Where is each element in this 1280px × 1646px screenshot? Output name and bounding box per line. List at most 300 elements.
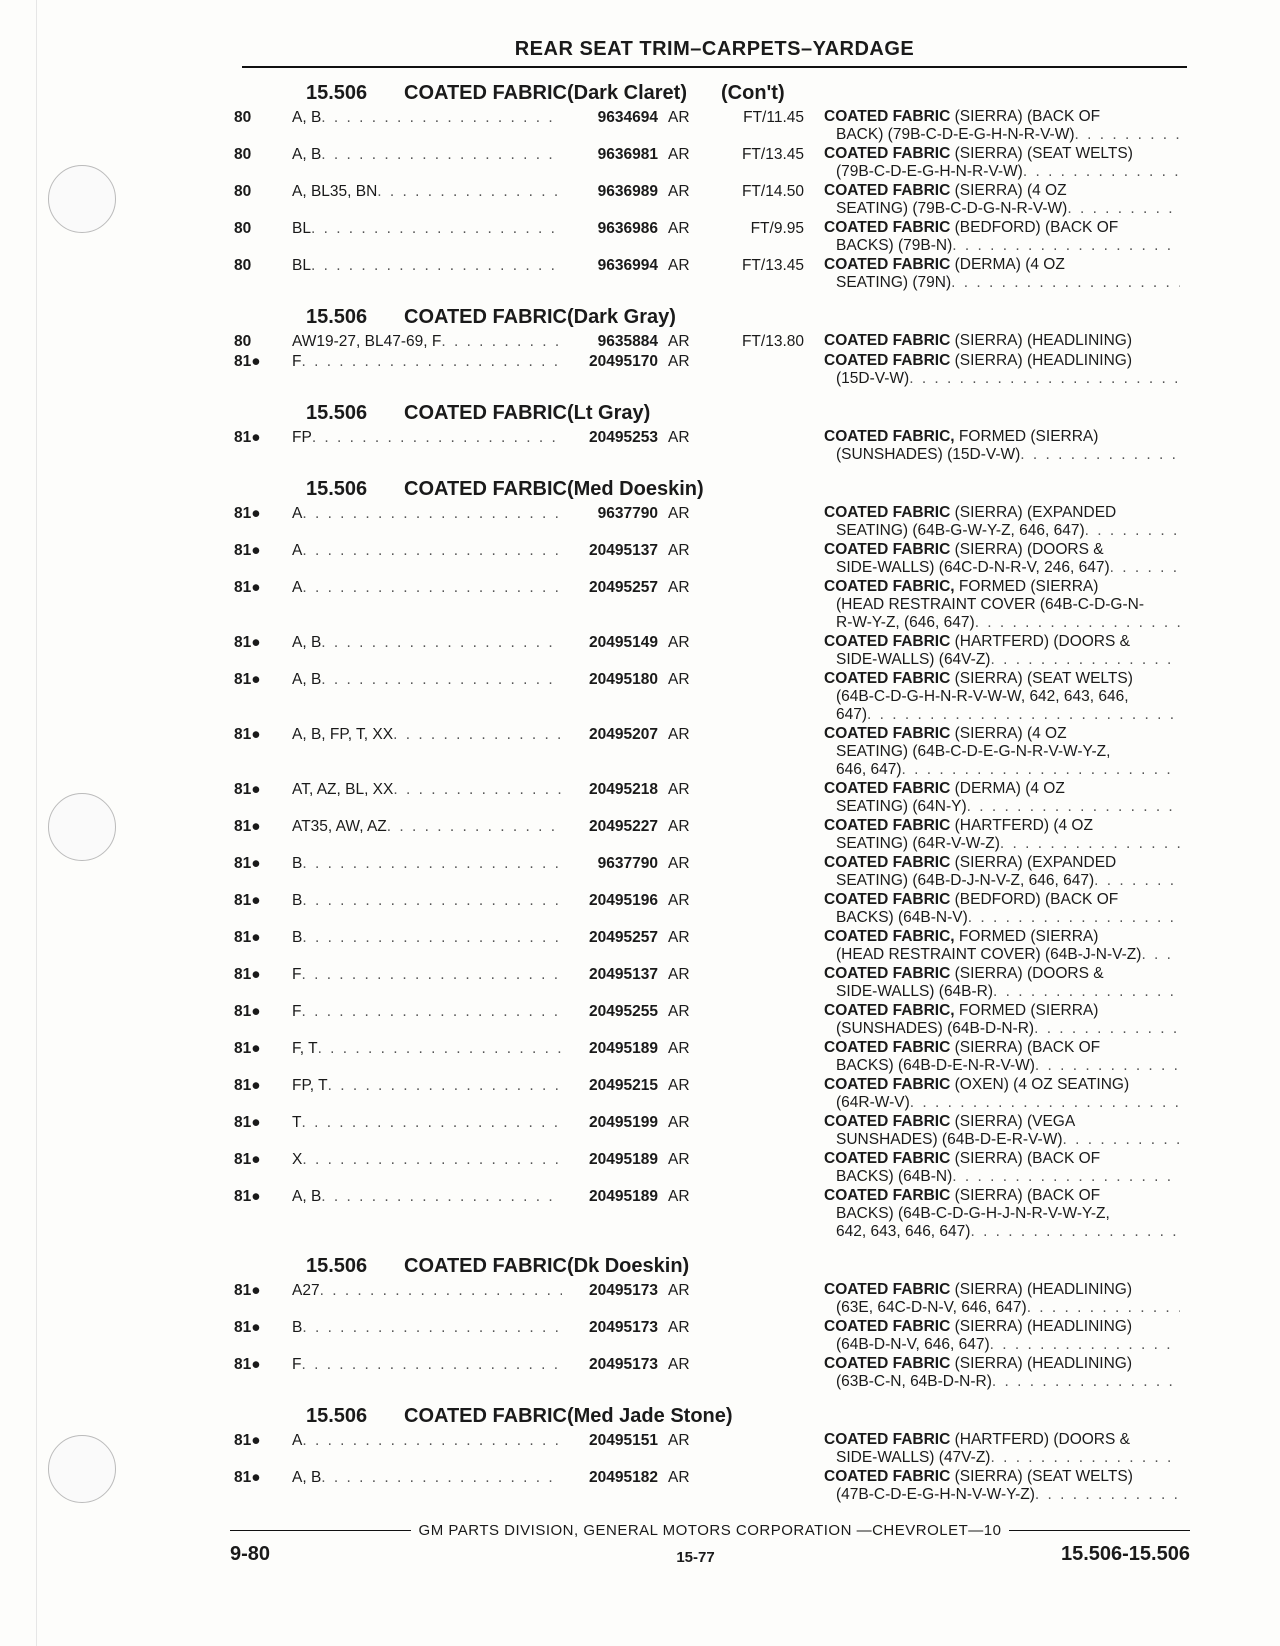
part-description: [824, 928, 1180, 964]
parts-row: [234, 332, 1192, 351]
parts-row: [234, 1355, 1192, 1391]
leader-dots: [952, 1168, 1180, 1186]
part-number: 20495170: [589, 353, 658, 370]
description-bold: COATED FABRIC: [824, 145, 951, 162]
description-bold: COATED FABRIC: [824, 332, 951, 349]
part-number: 20495149: [589, 634, 658, 651]
unit-price: [716, 352, 804, 353]
description-text: (SIERRA) (HEADLINING): [950, 352, 1133, 369]
description-line: [824, 651, 1180, 669]
description-line: [824, 872, 1180, 890]
model-year: 81●: [234, 929, 261, 946]
description-line: BACKS) (64B-C-D-G-H-J-N-R-V-W-Y-Z,: [836, 1205, 1110, 1222]
leader-dots: [387, 818, 562, 836]
description-text: BACKS) (64B-D-E-N-R-V-W): [836, 1057, 1035, 1074]
part-description: [824, 145, 1180, 181]
part-number: 20495255: [589, 1003, 658, 1020]
page-title: REAR SEAT TRIM–CARPETS–YARDAGE: [514, 38, 915, 60]
usage-code-value: A: [292, 505, 303, 522]
section-number: 15.506: [306, 478, 368, 500]
quantity: AR: [668, 333, 690, 350]
parts-row: [234, 891, 1192, 927]
description-bold: COATED FABRIC: [824, 670, 951, 687]
description-text: (47B-C-D-E-G-H-N-V-W-Y-Z): [836, 1486, 1035, 1503]
usage-code: [292, 670, 562, 689]
description-line: [824, 706, 1180, 724]
description-bold: COATED FABRIC: [824, 817, 951, 834]
leader-dots: [1034, 1020, 1180, 1038]
leader-dots: [1067, 200, 1180, 218]
unit-price: [716, 633, 804, 634]
usage-code: [292, 1039, 562, 1058]
part-description: [824, 1076, 1180, 1112]
leader-dots: [311, 257, 562, 275]
description-line: [824, 446, 1180, 464]
unit-price: [716, 1113, 804, 1114]
description-line: [824, 256, 1180, 274]
model-year: 81●: [234, 1188, 261, 1205]
description-bold: COATED FABRIC: [824, 1431, 951, 1448]
usage-code-value: FP, T: [292, 1077, 328, 1094]
description-text: (DERMA) (4 OZ: [950, 780, 1065, 797]
usage-code-value: A: [292, 579, 303, 596]
part-description: [824, 891, 1180, 927]
part-number: 20495151: [589, 1432, 658, 1449]
description-line: [824, 237, 1180, 255]
usage-code: [292, 725, 562, 744]
usage-code-value: A, B: [292, 1469, 322, 1486]
unit-price: [716, 725, 804, 726]
unit-price: FT/11.45: [743, 109, 804, 126]
part-description: [824, 1039, 1180, 1075]
usage-code-value: B: [292, 892, 303, 909]
usage-code-value: B: [292, 1319, 303, 1336]
model-year: 81●: [234, 1040, 261, 1057]
leader-dots: [301, 1356, 562, 1374]
usage-code-value: F: [292, 353, 302, 370]
margin-rule: [36, 0, 37, 1646]
model-year: 81●: [234, 1114, 261, 1131]
part-number: 20495189: [589, 1151, 658, 1168]
description-bold: COATED FABRIC: [824, 633, 951, 650]
unit-price: [716, 1150, 804, 1151]
leader-dots: [321, 146, 562, 164]
part-number: 20495199: [589, 1114, 658, 1131]
description-text: BACKS) (79B-N): [836, 237, 953, 254]
parts-listing: [234, 74, 1192, 1505]
description-text: (SIERRA) (EXPANDED: [950, 504, 1117, 521]
leader-dots: [902, 761, 1181, 779]
section-title-text: COATED FABRIC(Dk Doeskin): [404, 1255, 690, 1277]
leader-dots: [321, 109, 562, 127]
leader-dots: [302, 892, 562, 910]
model-year: 81●: [234, 966, 261, 983]
part-description: [824, 965, 1180, 1001]
description-bold: COATED FABRIC: [824, 1468, 951, 1485]
part-number: 9634694: [597, 109, 658, 126]
model-year: 81●: [234, 1319, 261, 1336]
part-description: [824, 780, 1180, 816]
part-description: [824, 1002, 1180, 1038]
quantity: AR: [668, 634, 690, 651]
description-text: (63B-C-N, 64B-D-N-R): [836, 1373, 992, 1390]
binder-hole: [48, 165, 116, 233]
leader-dots: [1035, 1057, 1180, 1075]
parts-row: [234, 145, 1192, 181]
description-line: [824, 761, 1180, 779]
description-line: [824, 126, 1180, 144]
description-bold: COATED FABRIC,: [824, 1002, 955, 1019]
description-line: [824, 1057, 1180, 1075]
description-line: [824, 559, 1180, 577]
model-year: 81●: [234, 1282, 261, 1299]
description-line: [824, 1355, 1180, 1373]
unit-price: [716, 854, 804, 855]
description-text: (63E, 64C-D-N-V, 646, 647): [836, 1299, 1027, 1316]
description-line: [824, 578, 1180, 596]
leader-dots: [318, 1040, 562, 1058]
model-year: 81●: [234, 1077, 261, 1094]
part-description: [824, 670, 1180, 724]
description-line: [824, 670, 1180, 688]
part-number: 9637790: [597, 855, 658, 872]
description-text: (SIERRA) (HEADLINING): [950, 332, 1133, 349]
parts-row: [234, 108, 1192, 144]
description-line: [824, 200, 1180, 218]
leader-dots: [1027, 1299, 1180, 1317]
part-description: [824, 332, 1180, 350]
description-text: FORMED (SIERRA): [954, 1002, 1099, 1019]
leader-dots: [1020, 446, 1180, 464]
description-bold: COATED FABRIC: [824, 1281, 951, 1298]
model-year: 81●: [234, 855, 261, 872]
section-heading: [234, 400, 1192, 426]
quantity: AR: [668, 183, 690, 200]
quantity: AR: [668, 966, 690, 983]
description-line: [824, 965, 1180, 983]
model-year: 81●: [234, 429, 261, 446]
leader-dots: [951, 274, 1180, 292]
usage-code: [292, 504, 562, 523]
description-text: BACK) (79B-C-D-E-G-H-N-R-V-W): [836, 126, 1075, 143]
quantity: AR: [668, 257, 690, 274]
part-number: 20495173: [589, 1319, 658, 1336]
description-text: (SIERRA) (BACK OF: [950, 1187, 1101, 1204]
leader-dots: [1110, 559, 1180, 577]
usage-code: [292, 1431, 562, 1450]
unit-price: [716, 578, 804, 579]
leader-dots: [311, 220, 562, 238]
usage-code: [292, 352, 562, 371]
description-bold: COATED FABRIC: [824, 256, 951, 273]
description-line: [824, 370, 1180, 388]
usage-code: [292, 633, 562, 652]
model-year: 81●: [234, 726, 261, 743]
part-description: [824, 256, 1180, 292]
unit-price: [716, 1281, 804, 1282]
description-line: [824, 725, 1180, 743]
model-year: 80: [234, 109, 252, 126]
description-line: [824, 909, 1180, 927]
unit-price: [716, 541, 804, 542]
part-number: 9636994: [597, 257, 658, 274]
description-text: R-W-Y-Z, (646, 647): [836, 614, 975, 631]
description-bold: COATED FABRIC: [824, 1113, 951, 1130]
description-line: [824, 182, 1180, 200]
unit-price: [716, 817, 804, 818]
leader-dots: [975, 614, 1180, 632]
description-bold: COATED FABRIC: [824, 352, 951, 369]
description-line: [824, 817, 1180, 835]
quantity: AR: [668, 220, 690, 237]
leader-dots: [321, 1188, 562, 1206]
parts-row: [234, 1468, 1192, 1504]
model-year: 81●: [234, 542, 261, 559]
description-line: [824, 352, 1180, 370]
quantity: AR: [668, 1003, 690, 1020]
description-text: (OXEN) (4 OZ SEATING): [950, 1076, 1130, 1093]
description-line: [824, 108, 1180, 126]
description-line: [824, 1486, 1180, 1504]
leader-dots: [302, 542, 562, 560]
description-bold: COATED FABRIC: [824, 108, 951, 125]
description-line: [824, 504, 1180, 522]
description-text: (SIERRA) (SEAT WELTS): [950, 670, 1133, 687]
part-number: 9636986: [597, 220, 658, 237]
parts-row: [234, 1113, 1192, 1149]
quantity: AR: [668, 1114, 690, 1131]
description-line: [824, 1002, 1180, 1020]
parts-row: [234, 670, 1192, 724]
unit-price: [716, 1355, 804, 1356]
footer-page-number: 15-77: [676, 1549, 715, 1566]
footer-rule: [230, 1530, 411, 1532]
leader-dots: [1000, 835, 1180, 853]
description-text: SEATING) (79B-C-D-G-N-R-V-W): [836, 200, 1068, 217]
description-line: [824, 614, 1180, 632]
usage-code-value: FP: [292, 429, 312, 446]
description-bold: COATED FABRIC: [824, 504, 951, 521]
unit-price: [716, 965, 804, 966]
description-line: [824, 1076, 1180, 1094]
section-title-text: COATED FABRIC(Lt Gray): [404, 402, 651, 424]
usage-code: [292, 332, 562, 351]
description-bold: COATED FABRIC: [824, 182, 951, 199]
description-line: [824, 891, 1180, 909]
usage-code: [292, 541, 562, 560]
usage-code-value: A, B: [292, 109, 322, 126]
leader-dots: [302, 505, 562, 523]
description-text: (BEDFORD) (BACK OF: [950, 891, 1119, 908]
usage-code: [292, 965, 562, 984]
leader-dots: [952, 237, 1180, 255]
description-text: (BEDFORD) (BACK OF: [950, 219, 1119, 236]
usage-code-value: F: [292, 1356, 302, 1373]
leader-dots: [967, 798, 1180, 816]
description-text: (SUNSHADES) (64B-D-N-R): [836, 1020, 1035, 1037]
usage-code: [292, 256, 562, 275]
quantity: AR: [668, 109, 690, 126]
quantity: AR: [668, 671, 690, 688]
usage-code: [292, 1113, 562, 1132]
description-line: [824, 1223, 1180, 1241]
quantity: AR: [668, 353, 690, 370]
description-line: [824, 946, 1180, 964]
description-line: [824, 1431, 1180, 1449]
leader-dots: [910, 1094, 1180, 1112]
model-year: 81●: [234, 1432, 261, 1449]
description-text: (HARTFERD) (DOORS &: [950, 1431, 1130, 1448]
description-line: [824, 1468, 1180, 1486]
description-line: [824, 332, 1180, 350]
part-description: [824, 352, 1180, 388]
leader-dots: [320, 1282, 562, 1300]
description-text: (HEAD RESTRAINT COVER) (64B-J-N-V-Z): [836, 946, 1142, 963]
leader-dots: [909, 370, 1180, 388]
leader-dots: [393, 726, 562, 744]
part-description: [824, 108, 1180, 144]
description-line: [824, 1020, 1180, 1038]
part-description: [824, 1355, 1180, 1391]
leader-dots: [302, 1432, 562, 1450]
part-description: [824, 725, 1180, 779]
part-description: [824, 428, 1180, 464]
footer-range: 15.506-15.506: [1060, 1543, 1190, 1565]
description-line: [824, 1299, 1180, 1317]
leader-dots: [321, 634, 562, 652]
description-text: (SIERRA) (HEADLINING): [950, 1281, 1133, 1298]
description-bold: COATED FABRIC: [824, 1355, 951, 1372]
description-bold: COATED FABRIC: [824, 1318, 951, 1335]
description-line: [824, 541, 1180, 559]
quantity: AR: [668, 726, 690, 743]
usage-code-value: A, B: [292, 1188, 322, 1205]
part-description: [824, 182, 1180, 218]
part-description: [824, 1281, 1180, 1317]
usage-code-value: B: [292, 929, 303, 946]
part-number: 20495173: [589, 1282, 658, 1299]
part-description: [824, 1150, 1180, 1186]
usage-code-value: T: [292, 1114, 302, 1131]
usage-code: [292, 891, 562, 910]
part-number: 20495180: [589, 671, 658, 688]
unit-price: FT/13.45: [741, 257, 804, 274]
model-year: 81●: [234, 1356, 261, 1373]
leader-dots: [970, 1223, 1180, 1241]
usage-code: [292, 1355, 562, 1374]
part-number: 9635884: [597, 333, 658, 350]
unit-price: FT/13.80: [741, 333, 804, 350]
footer-rule: [1009, 1530, 1190, 1532]
quantity: AR: [668, 855, 690, 872]
model-year: 81●: [234, 818, 261, 835]
description-line: SEATING) (64B-C-D-E-G-N-R-V-W-Y-Z,: [836, 743, 1111, 760]
quantity: AR: [668, 542, 690, 559]
usage-code-value: AT, AZ, BL, XX: [292, 781, 394, 798]
parts-row: [234, 219, 1192, 255]
part-number: 20495215: [589, 1077, 658, 1094]
description-text: SIDE-WALLS) (47V-Z): [836, 1449, 991, 1466]
usage-code-value: BL: [292, 257, 311, 274]
description-line: [824, 163, 1180, 181]
unit-price: FT/14.50: [741, 183, 804, 200]
usage-code: [292, 854, 562, 873]
description-text: (SIERRA) (VEGA: [950, 1113, 1076, 1130]
leader-dots: [1023, 163, 1180, 181]
description-bold: COATED FABRIC: [824, 1076, 951, 1093]
quantity: AR: [668, 818, 690, 835]
description-bold: COATED FARBIC: [824, 1187, 951, 1204]
leader-dots: [1035, 1486, 1180, 1504]
description-text: FORMED (SIERRA): [954, 428, 1099, 445]
model-year: 81●: [234, 353, 261, 370]
description-bold: COATED FABRIC: [824, 541, 951, 558]
description-text: SEATING) (79N): [836, 274, 952, 291]
parts-row: [234, 428, 1192, 464]
part-number: 20495189: [589, 1040, 658, 1057]
parts-row: [234, 182, 1192, 218]
description-text: SIDE-WALLS) (64B-R): [836, 983, 994, 1000]
part-number: 20495137: [589, 966, 658, 983]
model-year: 80: [234, 257, 252, 274]
leader-dots: [302, 579, 562, 597]
unit-price: [716, 1187, 804, 1188]
description-text: (SIERRA) (DOORS &: [950, 541, 1104, 558]
unit-price: [716, 670, 804, 671]
description-text: (SIERRA) (HEADLINING): [950, 1318, 1133, 1335]
description-line: [824, 274, 1180, 292]
description-bold: COATED FABRIC,: [824, 928, 955, 945]
part-number: 9637790: [597, 505, 658, 522]
description-bold: COATED FABRIC: [824, 725, 951, 742]
part-number: 20495189: [589, 1188, 658, 1205]
parts-row: [234, 854, 1192, 890]
description-text: (SIERRA) (4 OZ: [950, 182, 1067, 199]
description-text: BACKS) (64B-N-V): [836, 909, 968, 926]
parts-row: [234, 578, 1192, 632]
description-text: (SIERRA) (EXPANDED: [950, 854, 1117, 871]
part-description: [824, 1187, 1180, 1241]
description-line: [824, 219, 1180, 237]
parts-row: [234, 633, 1192, 669]
description-text: (SIERRA) (BACK OF: [950, 1039, 1101, 1056]
description-text: SEATING) (64B-G-W-Y-Z, 646, 647): [836, 522, 1085, 539]
parts-row: [234, 352, 1192, 388]
description-line: [824, 522, 1180, 540]
usage-code: [292, 108, 562, 127]
description-bold: COATED FABRIC: [824, 1150, 951, 1167]
description-text: (DERMA) (4 OZ: [950, 256, 1065, 273]
usage-code-value: AT35, AW, AZ: [292, 818, 387, 835]
usage-code-value: AW19-27, BL47-69, F: [292, 333, 442, 350]
description-text: (HARTFERD) (4 OZ: [950, 817, 1093, 834]
unit-price: [716, 1468, 804, 1469]
description-bold: COATED FABRIC: [824, 219, 951, 236]
section-heading: [234, 1403, 1192, 1429]
part-number: 20495253: [589, 429, 658, 446]
usage-code-value: A27: [292, 1282, 320, 1299]
leader-dots: [302, 929, 562, 947]
section-title-text: COATED FABRIC(Dark Gray): [404, 306, 676, 328]
description-bold: COATED FABRIC: [824, 965, 951, 982]
parts-row: [234, 504, 1192, 540]
section-heading: [234, 1253, 1192, 1279]
description-bold: COATED FABRIC: [824, 854, 951, 871]
model-year: 81●: [234, 1151, 261, 1168]
description-bold: COATED FABRIC: [824, 1039, 951, 1056]
usage-code-value: A: [292, 542, 303, 559]
leader-dots: [301, 1003, 562, 1021]
